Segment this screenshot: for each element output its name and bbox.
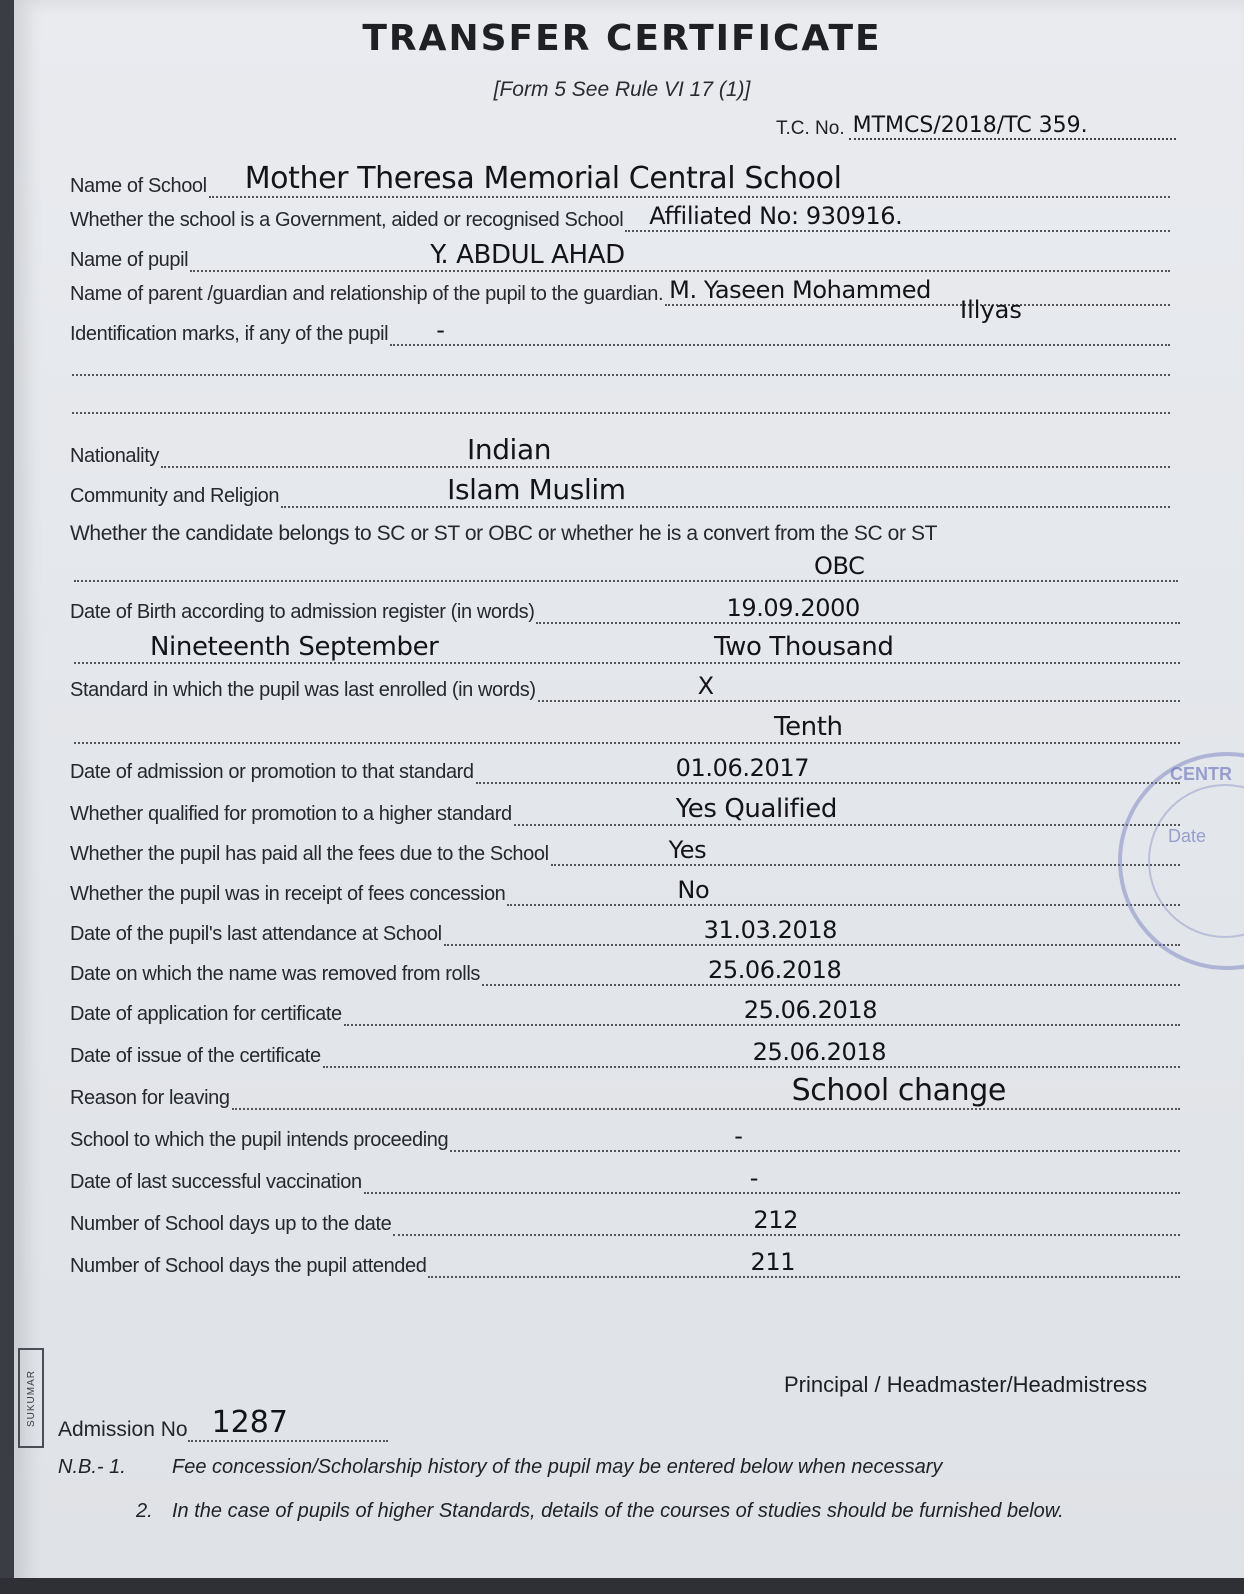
field-fill (364, 1164, 1180, 1194)
field-label: Nationality (70, 445, 159, 467)
field-value: Nineteenth September (150, 632, 439, 662)
field-value: Indian (466, 433, 552, 466)
field-label: Whether the pupil has paid all the fees due to the School (70, 843, 549, 865)
field-row-promotion (70, 794, 1180, 826)
field-label: Date of admission or promotion to that standard (70, 761, 474, 783)
field-value: - (734, 1122, 743, 1150)
admission-number-row (58, 1405, 388, 1442)
field-fill (74, 712, 1180, 744)
field-value: 211 (750, 1248, 796, 1276)
field-row-caste-value (72, 554, 1178, 582)
field-value: - (749, 1164, 758, 1192)
field-fill (393, 1206, 1180, 1236)
field-row-school-days-attended (70, 1250, 1180, 1278)
field-row-admission-date (70, 756, 1180, 784)
note-prefix: N.B.- 1. (58, 1456, 126, 1478)
seal-date-text: Date (1168, 826, 1207, 846)
field-label: Name of pupil (70, 249, 189, 271)
field-value: Yes (668, 836, 707, 864)
page-bottom-edge (0, 1578, 1244, 1594)
photographer-stamp (18, 1348, 44, 1448)
principal-signature-label: Principal / Headmaster/Headmistress (784, 1372, 1148, 1397)
field-label: Date on which the name was removed from rolls (70, 963, 480, 985)
parent-name-continued: Illyas (960, 296, 1022, 324)
field-row-application-date (70, 998, 1180, 1026)
field-value: Tenth (774, 712, 843, 742)
field-fill (482, 956, 1180, 986)
field-fill (551, 836, 1180, 866)
field-label: School to which the pupil intends proceeding (70, 1129, 449, 1151)
field-value: Yes Qualified (675, 794, 837, 824)
photographer-stamp-text: SUKUMAR (25, 1369, 37, 1427)
field-label: Date of last successful vaccination (70, 1171, 362, 1193)
field-fill (281, 473, 1170, 508)
field-row-religion (70, 473, 1170, 508)
field-value: School change (791, 1073, 1006, 1108)
field-row-next-school (70, 1124, 1180, 1152)
field-row-fee-concession (70, 878, 1180, 906)
field-value: 31.03.2018 (703, 916, 838, 944)
field-label: Whether qualified for promotion to a higher standard (70, 803, 512, 825)
field-value: Islam Muslim (447, 473, 626, 506)
field-fill (514, 794, 1180, 826)
field-row-dob (70, 596, 1180, 624)
field-fill (538, 672, 1180, 702)
admission-number-label: Admission No (58, 1418, 188, 1441)
field-value: - (436, 316, 445, 344)
tc-number-fill (849, 113, 1176, 140)
field-row-pupil-name (70, 240, 1170, 272)
field-label: Date of Birth according to admission register (in words) (70, 601, 535, 623)
admission-number-value: 1287 (211, 1405, 288, 1440)
field-label: Community and Religion (70, 485, 280, 507)
field-label: Identification marks, if any of the pupil (70, 323, 389, 345)
field-value-continued: Two Thousand (714, 632, 894, 662)
field-fill (390, 316, 1170, 346)
field-label: Name of School (70, 175, 207, 197)
field-row-standard (70, 674, 1180, 702)
page-edge-shadow (0, 0, 14, 1594)
field-value: 19.09.2000 (726, 594, 860, 622)
field-row-identification (70, 318, 1170, 346)
field-fill (625, 202, 1170, 232)
field-row-school-type (70, 204, 1170, 232)
field-fill (74, 632, 1180, 664)
field-value: OBC (814, 552, 865, 580)
field-fill (428, 1248, 1180, 1278)
field-fill (190, 240, 1170, 272)
certificate-sheet (14, 0, 1244, 1594)
field-fill (450, 1122, 1180, 1152)
field-value: No (677, 876, 710, 904)
field-row-vaccination (70, 1166, 1180, 1194)
field-fill (232, 1073, 1180, 1110)
field-label: Date of the pupil's last attendance at School (70, 923, 442, 945)
field-fill (74, 552, 1178, 582)
field-value: Affiliated No: 930916. (649, 202, 903, 230)
field-label: Name of parent /guardian and relationship of the pupil to the guardian. (70, 283, 664, 305)
field-row-issue-date (70, 1040, 1180, 1068)
field-value: M. Yaseen Mohammed (669, 276, 931, 304)
field-row-school-days-total (70, 1208, 1180, 1236)
seal-text: CENTR (1170, 764, 1232, 784)
note-higher-standards: In the case of pupils of higher Standards, details of the courses of studies should be furnished below. (172, 1500, 1064, 1522)
field-value: 25.06.2018 (707, 956, 842, 984)
field-label: Date of application for certificate (70, 1003, 342, 1025)
field-fill (323, 1038, 1180, 1068)
field-row-fees-paid (70, 838, 1180, 866)
field-label: Number of School days up to the date (70, 1213, 392, 1235)
field-row-caste-category (70, 518, 1190, 546)
field-value: X (697, 672, 714, 700)
field-fill (344, 996, 1180, 1026)
field-value: 25.06.2018 (752, 1038, 887, 1066)
field-row-standard-words (72, 712, 1180, 744)
field-fill (536, 594, 1180, 624)
field-value: 212 (753, 1206, 798, 1234)
field-label: Reason for leaving (70, 1087, 230, 1109)
field-fill (476, 754, 1180, 784)
field-row-reason-leaving (70, 1073, 1180, 1110)
note-two-number: 2. (136, 1500, 153, 1522)
tc-number-row (776, 113, 1176, 140)
field-row-nationality (70, 433, 1170, 468)
tc-number-value: MTMCS/2018/TC 359. (852, 113, 1088, 138)
form-rule-subtitle: [Form 5 See Rule VI 17 (1)] (493, 78, 751, 101)
field-row-school-name (70, 161, 1170, 198)
admission-number-fill (188, 1405, 388, 1442)
field-row-dob-words (72, 632, 1180, 664)
field-value: Y. ABDUL AHAD (430, 240, 625, 270)
field-value: Mother Theresa Memorial Central School (244, 161, 842, 196)
field-label: Whether the school is a Government, aided or recognised School (70, 209, 624, 231)
field-value: 25.06.2018 (743, 996, 878, 1024)
field-row-last-attendance (70, 918, 1180, 946)
field-label: Standard in which the pupil was last enrolled (in words) (70, 679, 536, 701)
note-fee-concession: Fee concession/Scholarship history of the pupil may be entered below when necessary (172, 1456, 943, 1478)
field-label: Whether the pupil was in receipt of fees concession (70, 883, 506, 905)
field-label: Whether the candidate belongs to SC or ST or OBC or whether he is a convert from the SC or ST (70, 522, 938, 545)
field-value: 01.06.2017 (675, 754, 810, 782)
field-label: Number of School days the pupil attended (70, 1255, 427, 1277)
certificate-title: TRANSFER CERTIFICATE (362, 18, 882, 59)
field-fill (161, 433, 1170, 468)
field-label: Date of issue of the certificate (70, 1045, 321, 1067)
blank-dotted-line (72, 372, 1170, 376)
field-fill (665, 276, 1170, 306)
tc-number-label: T.C. No. (776, 118, 845, 139)
field-fill (507, 876, 1180, 906)
field-fill (209, 161, 1170, 198)
field-fill (444, 916, 1180, 946)
field-row-removed-from-rolls (70, 958, 1180, 986)
blank-dotted-line (72, 410, 1170, 414)
